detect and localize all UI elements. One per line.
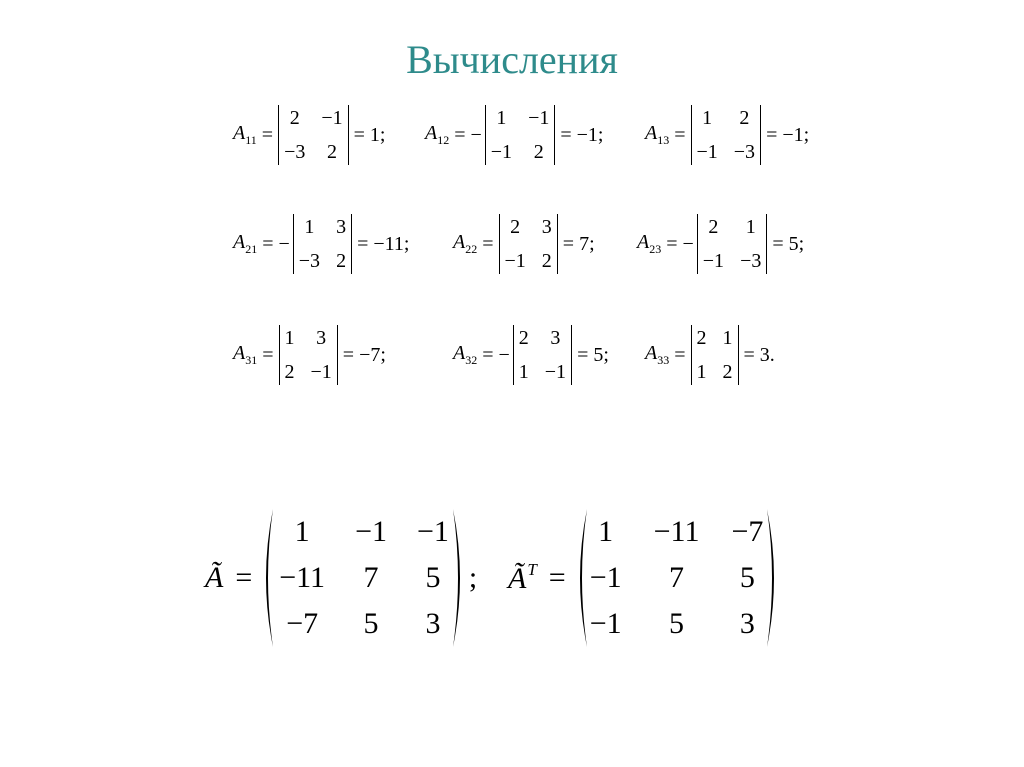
left-parenthesis bbox=[574, 508, 588, 648]
cofactor-label bbox=[233, 342, 257, 368]
cofactor-value: −1; bbox=[576, 123, 604, 146]
determinant bbox=[485, 105, 556, 165]
det-cell: −3 bbox=[740, 250, 762, 272]
minus-sign: − bbox=[278, 232, 290, 255]
det-cell: 3 bbox=[336, 216, 347, 238]
det-cell: 2 bbox=[722, 361, 733, 383]
cofactor-symbol: A bbox=[645, 342, 658, 364]
matrix-cell: −11 bbox=[279, 561, 326, 594]
det-cell: −1 bbox=[696, 141, 718, 163]
cofactor-value: 5; bbox=[593, 343, 609, 366]
equals-sign: = bbox=[262, 232, 274, 255]
det-cell: 1 bbox=[496, 107, 507, 129]
cofactor-a22 bbox=[453, 213, 595, 275]
det-cell: −1 bbox=[504, 250, 526, 272]
matrix-cell: 5 bbox=[363, 607, 379, 640]
equals-sign: = bbox=[342, 343, 355, 366]
equals-sign: = bbox=[482, 232, 494, 255]
cofactor-a32 bbox=[453, 324, 609, 386]
equals-sign: = bbox=[674, 343, 686, 366]
matrix-cell: −1 bbox=[589, 561, 622, 594]
matrix-cell: 5 bbox=[739, 561, 755, 594]
det-cell: −3 bbox=[733, 141, 756, 163]
cofactor-value: 7; bbox=[579, 232, 595, 255]
cofactor-index: 23 bbox=[649, 242, 662, 256]
cofactor-label bbox=[233, 122, 257, 148]
det-cell: 1 bbox=[304, 216, 315, 238]
cofactor-symbol: A bbox=[645, 122, 658, 144]
right-parenthesis bbox=[452, 508, 466, 648]
determinant bbox=[697, 214, 768, 274]
matrix-cell: 3 bbox=[739, 607, 755, 640]
adjugate-transposed-label bbox=[508, 560, 537, 596]
cofactor-value: −7; bbox=[359, 343, 386, 366]
determinant bbox=[279, 325, 338, 385]
det-cell: 3 bbox=[550, 327, 561, 349]
det-cell: 2 bbox=[326, 141, 337, 163]
det-cell: 2 bbox=[289, 107, 300, 129]
matrix-cell: −7 bbox=[286, 607, 319, 640]
adjugate-equation bbox=[205, 507, 477, 649]
det-cell: −1 bbox=[490, 141, 513, 163]
det-cell: −1 bbox=[321, 107, 343, 129]
det-cell: −3 bbox=[284, 141, 306, 163]
det-cell: 1 bbox=[518, 361, 529, 383]
determinant bbox=[499, 214, 558, 274]
cofactor-index: 22 bbox=[465, 242, 478, 256]
matrix-cell: −1 bbox=[416, 515, 449, 548]
adjugate-transposed-symbol: Ã bbox=[508, 562, 527, 595]
cofactor-a12 bbox=[425, 104, 603, 166]
det-cell: 3 bbox=[541, 216, 552, 238]
equals-sign: = bbox=[482, 343, 494, 366]
cofactor-symbol: A bbox=[453, 231, 466, 253]
cofactor-label bbox=[233, 231, 257, 257]
equals-sign: = bbox=[772, 232, 784, 255]
det-cell: −1 bbox=[544, 361, 567, 383]
det-cell: 1 bbox=[284, 327, 295, 349]
matrix-cell: −1 bbox=[589, 607, 622, 640]
equals-sign: = bbox=[766, 123, 778, 146]
adjugate-label bbox=[205, 561, 223, 595]
equals-sign: = bbox=[454, 123, 466, 146]
equals-sign: = bbox=[353, 123, 365, 146]
cofactor-label bbox=[425, 122, 449, 148]
cofactor-symbol: A bbox=[233, 231, 246, 253]
matrix-cell: 5 bbox=[669, 607, 685, 640]
matrix-cell: 3 bbox=[425, 607, 441, 640]
cofactor-index: 21 bbox=[245, 242, 258, 256]
cofactor-a13 bbox=[645, 104, 809, 166]
matrix-cell: −7 bbox=[731, 515, 764, 548]
cofactor-index: 11 bbox=[245, 133, 257, 147]
det-cell: 1 bbox=[722, 327, 733, 349]
cofactor-index: 12 bbox=[437, 133, 450, 147]
det-cell: −1 bbox=[702, 250, 725, 272]
det-cell: 1 bbox=[745, 216, 756, 238]
cofactor-symbol: A bbox=[453, 342, 466, 364]
det-cell: 3 bbox=[316, 327, 327, 349]
determinant bbox=[278, 105, 349, 165]
det-cell: 1 bbox=[696, 361, 707, 383]
det-cell: 2 bbox=[739, 107, 750, 129]
matrix-cell: 1 bbox=[598, 515, 614, 548]
transpose-superscript: T bbox=[527, 560, 537, 579]
det-cell: −3 bbox=[298, 250, 321, 272]
equals-sign: = bbox=[562, 232, 575, 255]
det-cell: 2 bbox=[336, 250, 347, 272]
equals-sign: = bbox=[357, 232, 369, 255]
cofactor-symbol: A bbox=[637, 231, 650, 253]
adjugate-transposed-matrix bbox=[588, 509, 767, 647]
det-cell: 2 bbox=[510, 216, 521, 238]
det-cell: 1 bbox=[702, 107, 713, 129]
matrix-cell: 1 bbox=[294, 515, 310, 548]
left-parenthesis bbox=[260, 508, 274, 648]
det-cell: −1 bbox=[310, 361, 332, 383]
cofactor-label bbox=[453, 231, 477, 257]
cofactor-symbol: A bbox=[425, 122, 438, 144]
minus-sign: − bbox=[682, 232, 694, 255]
det-cell: 2 bbox=[541, 250, 552, 272]
cofactor-value: 5; bbox=[788, 232, 805, 255]
det-cell: 2 bbox=[533, 141, 544, 163]
determinant bbox=[293, 214, 352, 274]
matrix-cell: −1 bbox=[355, 515, 387, 548]
det-cell: 2 bbox=[518, 327, 529, 349]
cofactor-index: 31 bbox=[245, 353, 258, 367]
cofactor-label bbox=[645, 122, 669, 148]
slide-title: Вычисления bbox=[406, 37, 618, 82]
equals-sign: = bbox=[235, 561, 253, 594]
cofactor-value: 1; bbox=[369, 123, 386, 146]
cofactor-label bbox=[453, 342, 477, 368]
cofactor-a33 bbox=[645, 324, 775, 386]
cofactor-a31 bbox=[233, 324, 386, 386]
cofactor-value: −1; bbox=[782, 123, 810, 146]
det-cell: 2 bbox=[284, 361, 295, 383]
adjugate-matrix bbox=[274, 509, 452, 647]
cofactor-symbol: A bbox=[233, 342, 246, 364]
cofactor-a23 bbox=[637, 213, 804, 275]
equals-sign: = bbox=[577, 343, 589, 366]
determinant bbox=[513, 325, 572, 385]
minus-sign: − bbox=[470, 123, 482, 146]
cofactor-symbol: A bbox=[233, 122, 246, 144]
equals-sign: = bbox=[743, 343, 755, 366]
equals-sign: = bbox=[262, 343, 274, 366]
equals-sign: = bbox=[261, 123, 274, 146]
matrix-cell: 7 bbox=[363, 561, 379, 594]
equals-sign: = bbox=[548, 561, 566, 594]
determinant bbox=[691, 105, 762, 165]
det-cell: −1 bbox=[528, 107, 550, 129]
equals-sign: = bbox=[674, 123, 686, 146]
cofactor-value: −11; bbox=[373, 232, 410, 255]
cofactor-index: 32 bbox=[465, 353, 478, 367]
adjugate-transposed-equation bbox=[508, 507, 780, 649]
cofactor-value: 3. bbox=[759, 343, 775, 366]
cofactor-a21 bbox=[233, 213, 409, 275]
equals-sign: = bbox=[666, 232, 678, 255]
right-parenthesis bbox=[766, 508, 780, 648]
matrix-cell: −11 bbox=[653, 515, 700, 548]
cofactor-label bbox=[645, 342, 669, 368]
cofactor-index: 33 bbox=[657, 353, 670, 367]
cofactor-a11 bbox=[233, 104, 385, 166]
determinant bbox=[691, 325, 739, 385]
adjugate-symbol: Ã bbox=[205, 561, 224, 594]
det-cell: 2 bbox=[708, 216, 719, 238]
cofactor-index: 13 bbox=[657, 133, 670, 147]
cofactor-label bbox=[637, 231, 661, 257]
equals-sign: = bbox=[560, 123, 572, 146]
det-cell: 2 bbox=[696, 327, 707, 349]
matrix-cell: 5 bbox=[425, 561, 441, 594]
matrix-cell: 7 bbox=[669, 561, 685, 594]
semicolon: ; bbox=[468, 561, 478, 594]
minus-sign: − bbox=[498, 343, 510, 366]
